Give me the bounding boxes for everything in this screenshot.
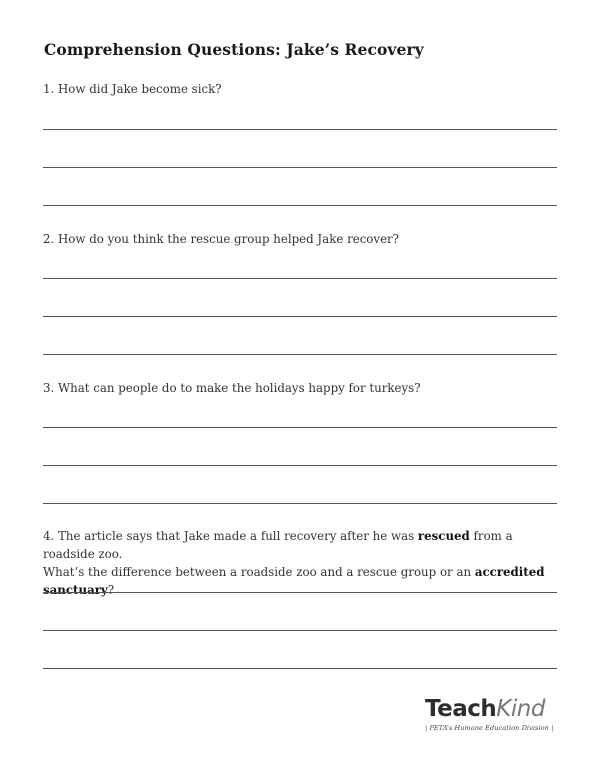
teachkind-logo	[425, 696, 565, 732]
bold-term-accredited-sanctuary: accredited sanctuary	[43, 565, 545, 597]
answer-line[interactable]	[43, 354, 557, 355]
question-4-line-2	[43, 563, 563, 599]
answer-line[interactable]	[43, 129, 557, 130]
question-4-text: What’s the difference between a roadside zoo and a rescue group or an	[43, 565, 475, 579]
answer-line[interactable]	[43, 316, 557, 317]
question-4-text: ?	[107, 583, 115, 597]
logo-wordmark	[425, 696, 565, 722]
answer-line[interactable]	[43, 167, 557, 168]
page-title: Comprehension Questions: Jake’s Recovery	[44, 40, 424, 59]
question-1: 1. How did Jake become sick?	[43, 82, 222, 96]
logo-kind: Kind	[496, 696, 545, 722]
answer-line[interactable]	[43, 427, 557, 428]
question-3: 3. What can people do to make the holidays happy for turkeys?	[43, 381, 421, 395]
answer-line[interactable]	[43, 205, 557, 206]
logo-subtitle: | PETA’s Humane Education Division |	[425, 724, 554, 732]
answer-line[interactable]	[43, 278, 557, 279]
answer-line[interactable]	[43, 465, 557, 466]
bold-term-rescued: rescued	[417, 529, 470, 543]
question-4-line-1	[43, 527, 563, 563]
question-4	[43, 527, 563, 599]
answer-line[interactable]	[43, 503, 557, 504]
logo-teach: Teach	[425, 696, 497, 722]
question-4-text: 4. The article says that Jake made a full recovery after he was	[43, 529, 418, 543]
answer-line[interactable]	[43, 668, 557, 669]
answer-line[interactable]	[43, 592, 557, 593]
answer-line[interactable]	[43, 630, 557, 631]
question-4-text: from a roadside zoo.	[43, 529, 513, 561]
question-2: 2. How do you think the rescue group helped Jake recover?	[43, 232, 400, 246]
